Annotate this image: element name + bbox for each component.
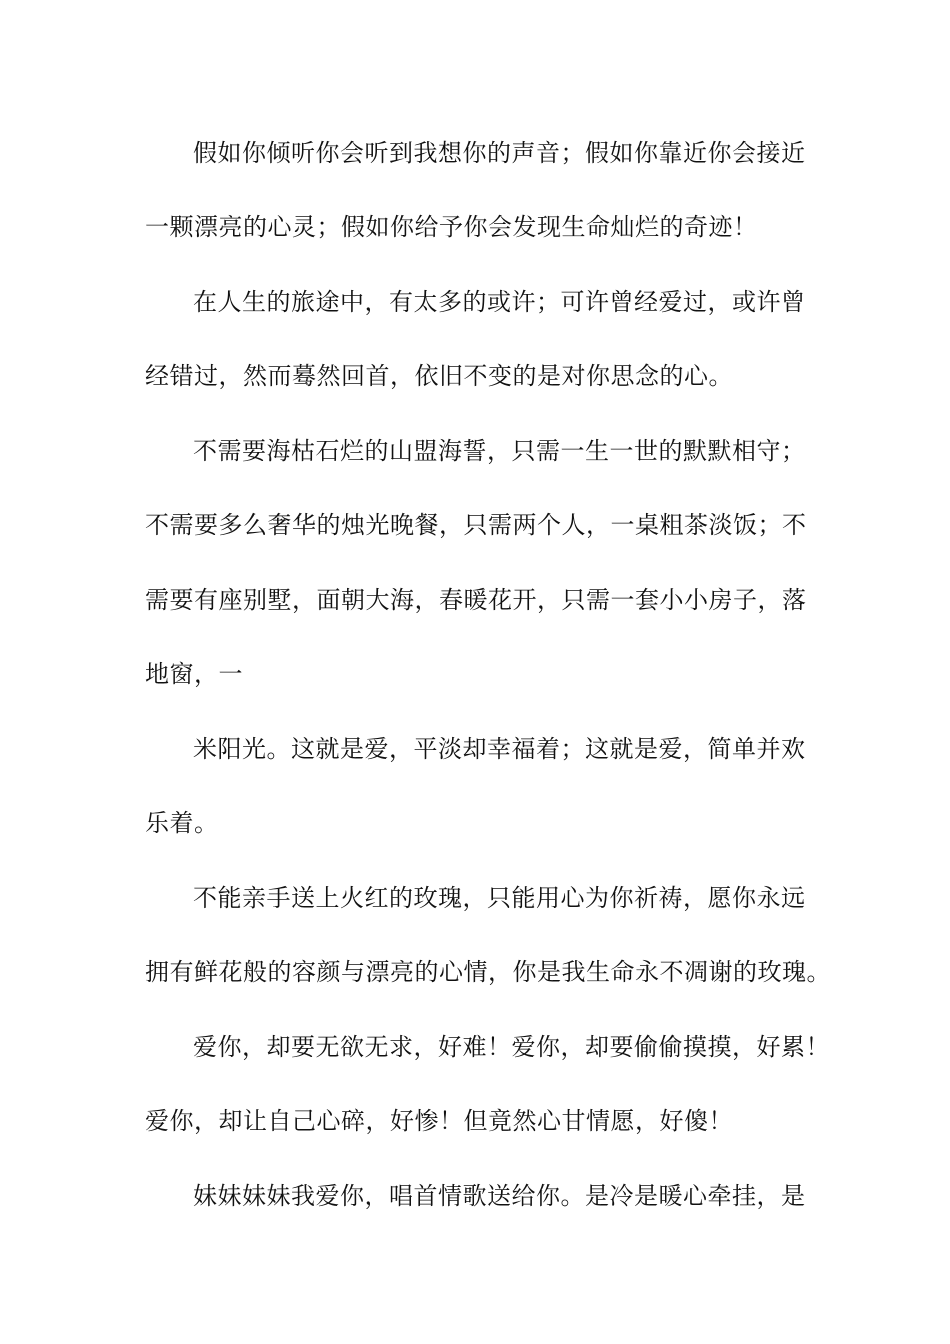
paragraph-3-line-1: 不需要海枯石烂的山盟海誓，只需一生一世的默默相守； [193,437,806,465]
paragraph-1-line-2: 一颗漂亮的心灵；假如你给予你会发现生命灿烂的奇迹！ [145,213,758,241]
paragraph-6-line-2: 爱你，却让自己心碎，好惨！但竟然心甘情愿，好傻！ [145,1107,733,1135]
paragraph-3-line-3: 需要有座别墅，面朝大海，春暖花开，只需一套小小房子，落 [145,586,807,614]
paragraph-2-line-1: 在人生的旅途中，有太多的或许；可许曾经爱过，或许曾 [193,288,806,316]
paragraph-1-line-1: 假如你倾听你会听到我想你的声音；假如你靠近你会接近 [193,139,806,167]
paragraph-4-line-1: 米阳光。这就是爱，平淡却幸福着；这就是爱，简单并欢 [193,735,806,763]
paragraph-5-line-1: 不能亲手送上火红的玫瑰，只能用心为你祈祷，愿你永远 [193,884,806,912]
paragraph-4-line-2: 乐着。 [145,809,219,837]
paragraph-3-line-2: 不需要多么奢华的烛光晚餐，只需两个人，一桌粗茶淡饭；不 [145,511,807,539]
paragraph-7-line-1: 妹妹妹妹我爱你，唱首情歌送给你。是冷是暖心牵挂，是 [193,1182,806,1210]
paragraph-2-line-2: 经错过，然而蓦然回首，依旧不变的是对你思念的心。 [145,362,733,390]
paragraph-5-line-2: 拥有鲜花般的容颜与漂亮的心情，你是我生命永不凋谢的玫瑰。 [145,958,831,986]
paragraph-6-line-1: 爱你，却要无欲无求，好难！爱你，却要偷偷摸摸，好累！ [193,1033,830,1061]
paragraph-3-line-4: 地窗，一 [145,660,243,688]
